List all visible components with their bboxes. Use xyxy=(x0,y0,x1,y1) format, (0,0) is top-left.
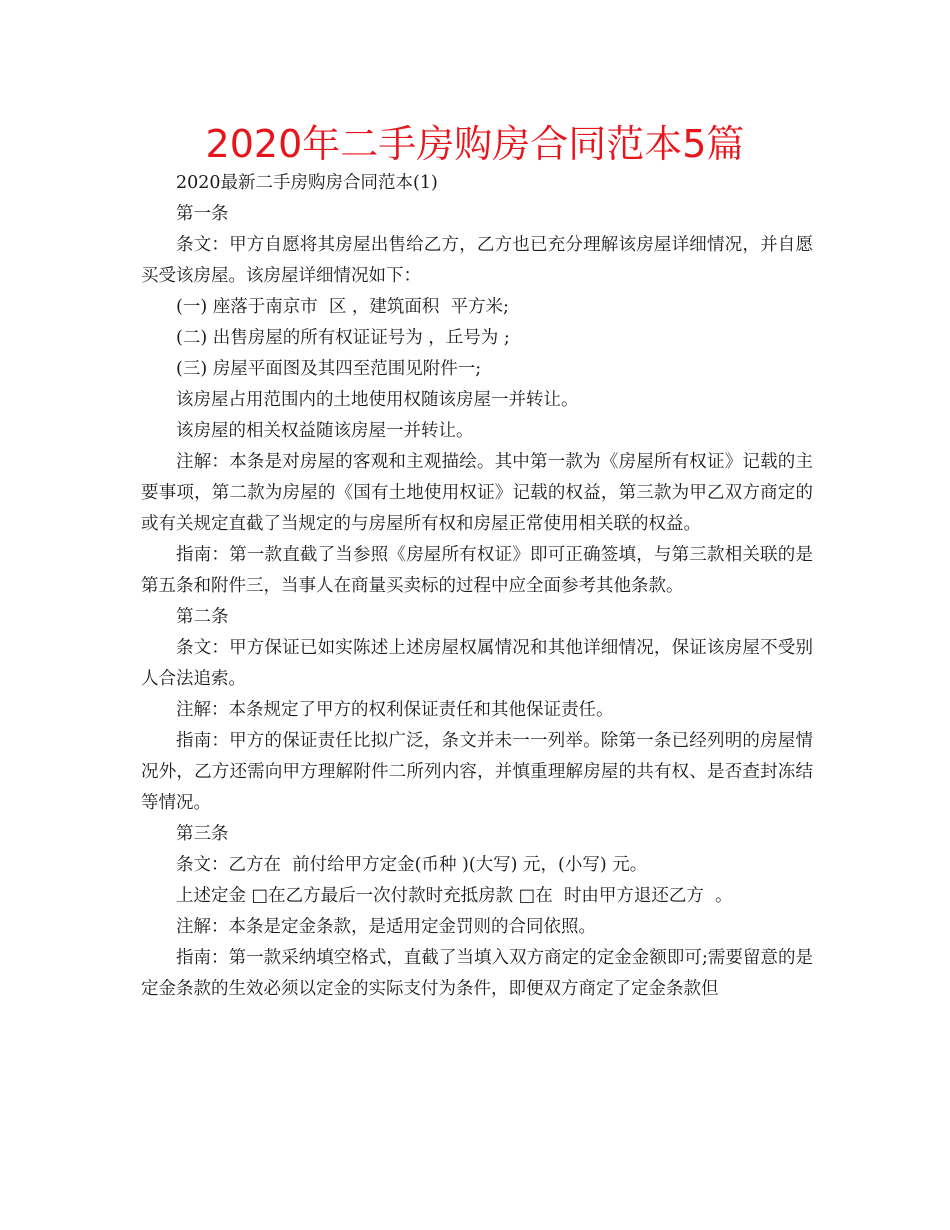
document-body xyxy=(141,168,813,1005)
paragraph-subtitle: 2020最新二手房购房合同范本(1) xyxy=(176,173,438,193)
paragraph: 指南：第一款直截了当参照《房屋所有权证》即可正确签填，与第三款相关联的是第五条和附件三，当事人在商量买卖标的过程中应全面参考其他条款。 xyxy=(141,545,813,596)
paragraph: 条文：甲方自愿将其房屋出售给乙方，乙方也已充分理解该房屋详细情况，并自愿买受该房屋。该房屋详细情况如下： xyxy=(141,235,813,286)
paragraph-article-3: 第三条 xyxy=(176,824,229,844)
paragraph: 该房屋的相关权益随该房屋一并转让。 xyxy=(176,421,474,441)
document-title: 2020年二手房购房合同范本5篇 xyxy=(205,122,745,166)
paragraph: (二) 出售房屋的所有权证证号为 ，丘号为 ; xyxy=(176,328,510,348)
paragraph: 注解：本条是定金条款，是适用定金罚则的合同依照。 xyxy=(176,917,596,937)
paragraph: (三) 房屋平面图及其四至范围见附件一; xyxy=(176,359,482,379)
paragraph: 注解：本条规定了甲方的权利保证责任和其他保证责任。 xyxy=(176,700,614,720)
paragraph-article-1: 第一条 xyxy=(176,204,229,224)
paragraph: 条文：乙方在 前付给甲方定金(币种 )(大写) 元，(小写) 元。 xyxy=(176,855,648,875)
paragraph: 指南：甲方的保证责任比拟广泛，条文并未一一列举。除第一条已经列明的房屋情况外，乙方还需向甲方理解附件二所列内容，并慎重理解房屋的共有权、是否查封冻结等情况。 xyxy=(141,731,813,813)
paragraph: 上述定金 □在乙方最后一次付款时充抵房款 □在 时由甲方退还乙方 。 xyxy=(176,886,733,906)
paragraph: 注解：本条是对房屋的客观和主观描绘。其中第一款为《房屋所有权证》记载的主要事项，第二款为房屋的《国有土地使用权证》记载的权益，第三款为甲乙双方商定的或有关规定直截了当规定的与房屋所有权和房屋正常使用相关联的权益。 xyxy=(141,452,813,534)
paragraph: (一) 座落于南京市 区 ，建筑面积 平方米; xyxy=(176,297,509,317)
paragraph: 条文：甲方保证已如实陈述上述房屋权属情况和其他详细情况，保证该房屋不受别人合法追索。 xyxy=(141,638,813,689)
paragraph: 该房屋占用范围内的土地使用权随该房屋一并转让。 xyxy=(176,390,579,410)
paragraph-article-2: 第二条 xyxy=(176,607,229,627)
paragraph: 指南：第一款采纳填空格式，直截了当填入双方商定的定金金额即可;需要留意的是定金条款的生效必须以定金的实际支付为条件，即便双方商定了定金条款但 xyxy=(141,948,813,999)
